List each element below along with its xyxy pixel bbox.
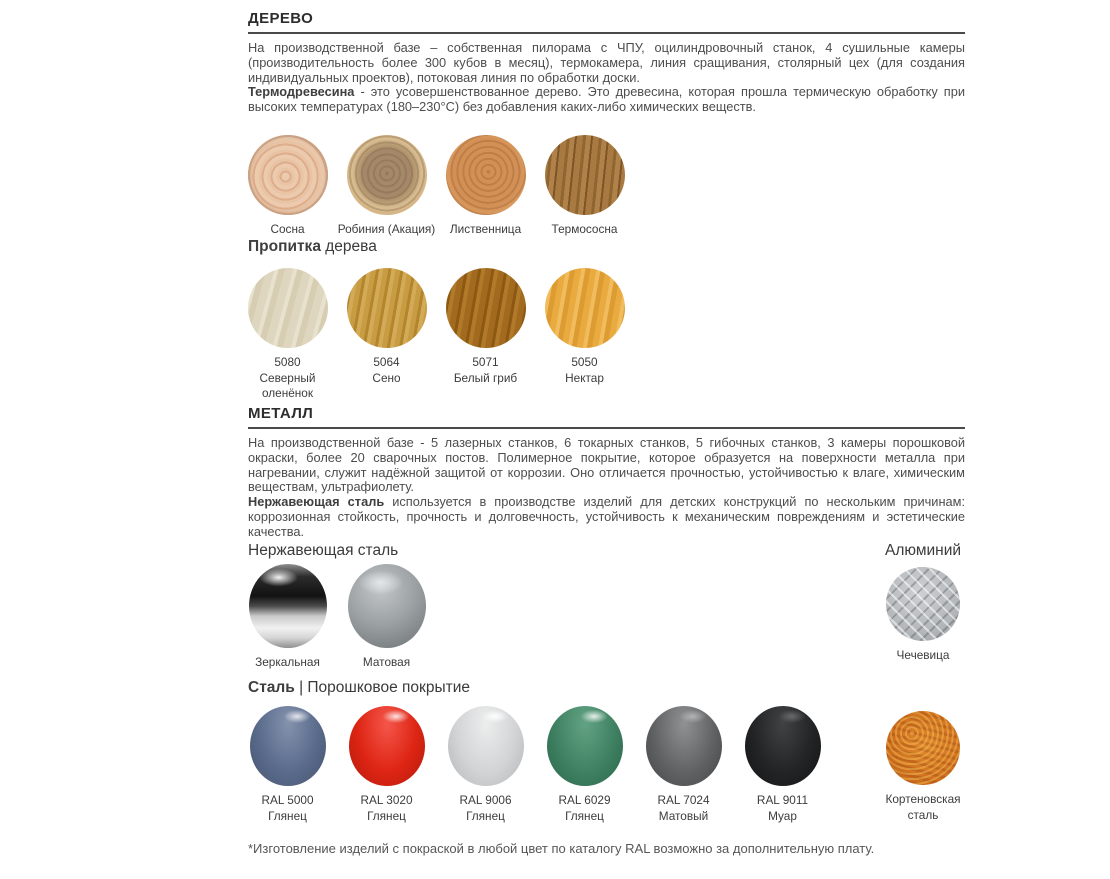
swatch-code: 5080: [274, 355, 301, 369]
ral-5000-sample: [250, 706, 326, 786]
ral-code: RAL 5000: [261, 793, 314, 807]
ral-6029-sample: [547, 706, 623, 786]
thermopine-sample-image: [545, 135, 625, 215]
powder-title-rest: | Порошковое покрытие: [294, 679, 470, 696]
swatch-code: 5064: [373, 355, 400, 369]
wood-intro-body: На производственной базе – собственная пилорама с ЧПУ, оцилиндровочный станок, 4 сушильные камеры (производительность более 300 кубов в месяц), термокамера, линия сращивания, столярный цех (для создания индивидуальных проектов), потоковая линия по обработки доски.: [248, 40, 965, 85]
swatch-label: [238, 355, 337, 402]
wood-intro-text: [248, 41, 965, 115]
wood-swatch-larch: [436, 135, 535, 238]
aluminum-sample-image: [886, 567, 960, 641]
swatch-code: 5071: [472, 355, 499, 369]
swatch-name: Белый гриб: [453, 370, 518, 385]
swatch-label: Чечевица: [896, 648, 950, 662]
ral-9006-sample: [448, 706, 524, 786]
metal-section-title: МЕТАЛЛ: [248, 405, 965, 429]
stainless-body: используется в производстве изделий для детских конструкций по нескольким причинам: коррозионная стойкость, прочность и долговечность, устойчивость к механическим повреждениям и эстетические качества.: [248, 494, 965, 539]
wood-swatch-robinia: [337, 135, 436, 238]
ral-code: RAL 3020: [360, 793, 413, 807]
corten-steel-sample: [886, 711, 960, 785]
ral-colors-row: [238, 706, 832, 824]
metal-intro-text: [248, 436, 965, 540]
matte-steel-sample: [348, 564, 426, 648]
swatch-label: [459, 793, 511, 824]
wood-section-title: ДЕРЕВО: [248, 10, 965, 34]
thermowood-lead: Термодревесина: [248, 84, 355, 100]
swatch-label: [454, 355, 517, 386]
swatch-label: [360, 793, 412, 824]
larch-sample-image: [446, 135, 526, 215]
ral-swatch-9011: [733, 706, 832, 824]
impregnation-5080-sample: [248, 268, 328, 348]
swatch-label: [757, 793, 808, 824]
aluminum-title: Алюминий: [884, 542, 962, 559]
stainless-row: [238, 564, 436, 671]
swatch-label: Робиния (Акация): [337, 222, 436, 236]
aluminum-swatch: [863, 567, 983, 664]
powder-coating-title: [248, 679, 470, 697]
powder-title-bold: Сталь: [248, 679, 295, 696]
ral-9011-sample: [745, 706, 821, 786]
impregnation-swatch-5050: [535, 268, 634, 402]
thermowood-paragraph: [248, 85, 965, 115]
ral-swatch-3020: [337, 706, 436, 824]
stainless-paragraph: [248, 495, 965, 539]
swatch-label: [558, 793, 610, 824]
swatch-label: Термососна: [551, 222, 618, 236]
ral-swatch-9006: [436, 706, 535, 824]
robinia-sample-image: [347, 135, 427, 215]
ral-swatch-5000: [238, 706, 337, 824]
page-content: [248, 0, 965, 879]
swatch-name: Сено: [372, 370, 401, 385]
ral-code: RAL 6029: [558, 793, 611, 807]
ral-3020-sample: [349, 706, 425, 786]
impregnation-title-rest: дерева: [320, 238, 377, 255]
ral-code: RAL 9006: [459, 793, 512, 807]
impregnation-title: [248, 238, 377, 256]
ral-swatch-6029: [535, 706, 634, 824]
wood-species-row: [238, 135, 634, 238]
swatch-name: Нектар: [565, 370, 604, 385]
wood-swatch-thermopine: [535, 135, 634, 238]
wood-intro-paragraph: [248, 41, 965, 85]
pine-sample-image: [248, 135, 328, 215]
ral-finish: Матовый: [658, 808, 709, 823]
stainless-lead: Нержавеющая сталь: [248, 494, 385, 510]
stainless-swatch-mirror: [238, 564, 337, 671]
ral-swatch-7024: [634, 706, 733, 824]
swatch-label: Лиственница: [449, 222, 522, 236]
stainless-steel-title: Нержавеющая сталь: [248, 542, 399, 559]
mirror-steel-sample: [249, 564, 327, 648]
impregnation-title-bold: Пропитка: [248, 238, 321, 255]
ral-finish: Глянец: [367, 808, 406, 823]
swatch-label: Матовая: [362, 655, 411, 669]
ral-7024-sample: [646, 706, 722, 786]
impregnation-swatch-5064: [337, 268, 436, 402]
ral-code: RAL 9011: [756, 793, 809, 807]
swatch-label: [261, 793, 313, 824]
impregnation-5071-sample: [446, 268, 526, 348]
impregnation-swatch-5071: [436, 268, 535, 402]
wood-swatch-pine: [238, 135, 337, 238]
metal-intro-body: На производственной базе - 5 лазерных станков, 6 токарных станков, 5 гибочных станков, 3 камеры порошковой окраски, более 20 сварочных постов. Полимерное покрытие, которое образуется на поверхности металла при нагревании, служит надёжной защитой от коррозии. Оно отличается прочностью, устойчивостью к влаге, химическим веществам, ультрафиолету.: [248, 435, 965, 495]
ral-finish: Глянец: [268, 808, 307, 823]
impregnation-row: [238, 268, 634, 402]
swatch-label: Кортеновская сталь: [885, 792, 961, 822]
ral-footnote: *Изготовление изделий с покраской в любой цвет по каталогу RAL возможно за дополнительную плату.: [248, 841, 875, 856]
ral-finish: Глянец: [466, 808, 505, 823]
ral-finish: Глянец: [565, 808, 604, 823]
swatch-label: [372, 355, 400, 386]
stainless-swatch-matte: [337, 564, 436, 671]
swatch-label: [565, 355, 604, 386]
swatch-name: Северный оленёнок: [259, 370, 316, 401]
ral-code: RAL 7024: [657, 793, 710, 807]
metal-intro-paragraph: [248, 436, 965, 495]
impregnation-5050-sample: [545, 268, 625, 348]
swatch-label: Зеркальная: [255, 655, 320, 669]
swatch-label: [657, 793, 709, 824]
ral-finish: Муар: [768, 808, 797, 823]
impregnation-5064-sample: [347, 268, 427, 348]
swatch-label: Сосна: [270, 222, 305, 236]
swatch-code: 5050: [571, 355, 598, 369]
corten-steel-swatch: [863, 711, 983, 823]
thermowood-body: - это усовершенствованное дерево. Это древесина, которая прошла термическую обработку при высоких температурах (180–230°С) без добавления каких-либо химических веществ.: [248, 84, 965, 115]
impregnation-swatch-5080: [238, 268, 337, 402]
